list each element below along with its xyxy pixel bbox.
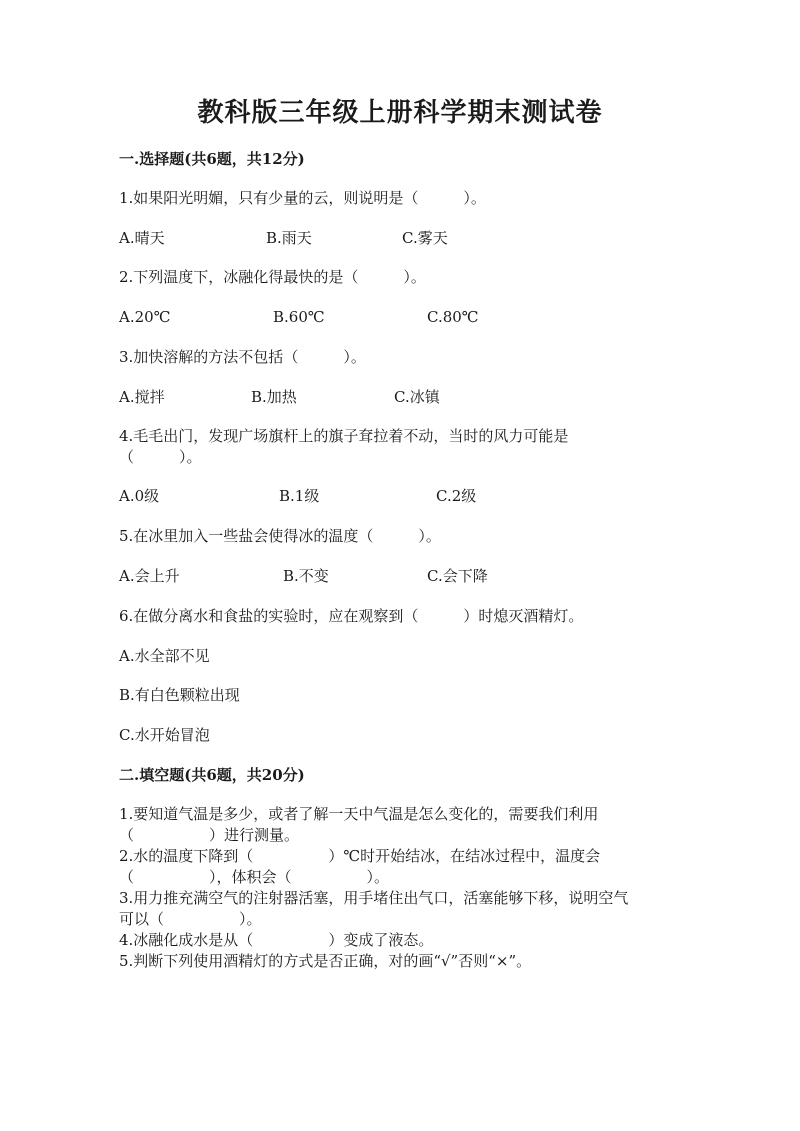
q5-option-b: B.不变 <box>283 567 329 585</box>
q3-option-c: C.冰镇 <box>394 388 440 406</box>
q1-option-b: B.雨天 <box>266 229 312 247</box>
q3-option-a: A.搅拌 <box>119 388 165 406</box>
fill-line: 2.水的温度下降到（ ）℃时开始结冰，在结冰过程中，温度会 <box>119 847 601 865</box>
fill-line: 3.用力推充满空气的注射器活塞，用手堵住出气口，活塞能够下移，说明空气 <box>119 889 629 907</box>
q5-option-a: A.会上升 <box>119 567 180 585</box>
q6-option-b: B.有白色颗粒出现 <box>119 686 240 704</box>
fill-line: （ ）进行测量。 <box>119 826 300 844</box>
question-6-text: 6.在做分离水和食盐的实验时，应在观察到（ ）时熄灭酒精灯。 <box>119 607 584 625</box>
q6-option-a: A.水全部不见 <box>119 647 210 665</box>
q6-option-c: C.水开始冒泡 <box>119 726 210 744</box>
fill-line: 可以（ ）。 <box>119 910 262 928</box>
q4-option-b: B.1级 <box>279 487 320 505</box>
question-2-text: 2.下列温度下，冰融化得最快的是（ ）。 <box>119 268 426 286</box>
question-4-text-line1: 4.毛毛出门，发现广场旗杆上的旗子耷拉着不动，当时的风力可能是 <box>119 427 569 445</box>
q4-option-c: C.2级 <box>436 487 477 505</box>
fill-line: （ ），体积会（ ）。 <box>119 868 390 886</box>
fill-line: 4.冰融化成水是从（ ）变成了液态。 <box>119 931 434 949</box>
q5-option-c: C.会下降 <box>427 567 488 585</box>
q1-option-a: A.晴天 <box>119 229 165 247</box>
fill-line: 5.判断下列使用酒精灯的方式是否正确，对的画“√”否则“×”。 <box>119 952 532 970</box>
section2-heading: 二.填空题(共6题，共20分) <box>119 766 305 784</box>
q2-option-b: B.60℃ <box>273 308 325 326</box>
fill-line: 1.要知道气温是多少，或者了解一天中气温是怎么变化的，需要我们利用 <box>119 805 599 823</box>
page-title: 教科版三年级上册科学期末测试卷 <box>197 98 603 128</box>
section1-heading: 一.选择题(共6题，共12分) <box>119 150 305 168</box>
question-1-text: 1.如果阳光明媚，只有少量的云，则说明是（ ）。 <box>119 189 486 207</box>
q2-option-a: A.20℃ <box>119 308 171 326</box>
q3-option-b: B.加热 <box>251 388 297 406</box>
q4-option-a: A.0级 <box>119 487 160 505</box>
q2-option-c: C.80℃ <box>427 308 479 326</box>
q1-option-c: C.雾天 <box>402 229 448 247</box>
question-5-text: 5.在冰里加入一些盐会使得冰的温度（ ）。 <box>119 527 441 545</box>
question-4-text-line2: （ ）。 <box>119 448 202 466</box>
question-3-text: 3.加快溶解的方法不包括（ ）。 <box>119 348 366 366</box>
